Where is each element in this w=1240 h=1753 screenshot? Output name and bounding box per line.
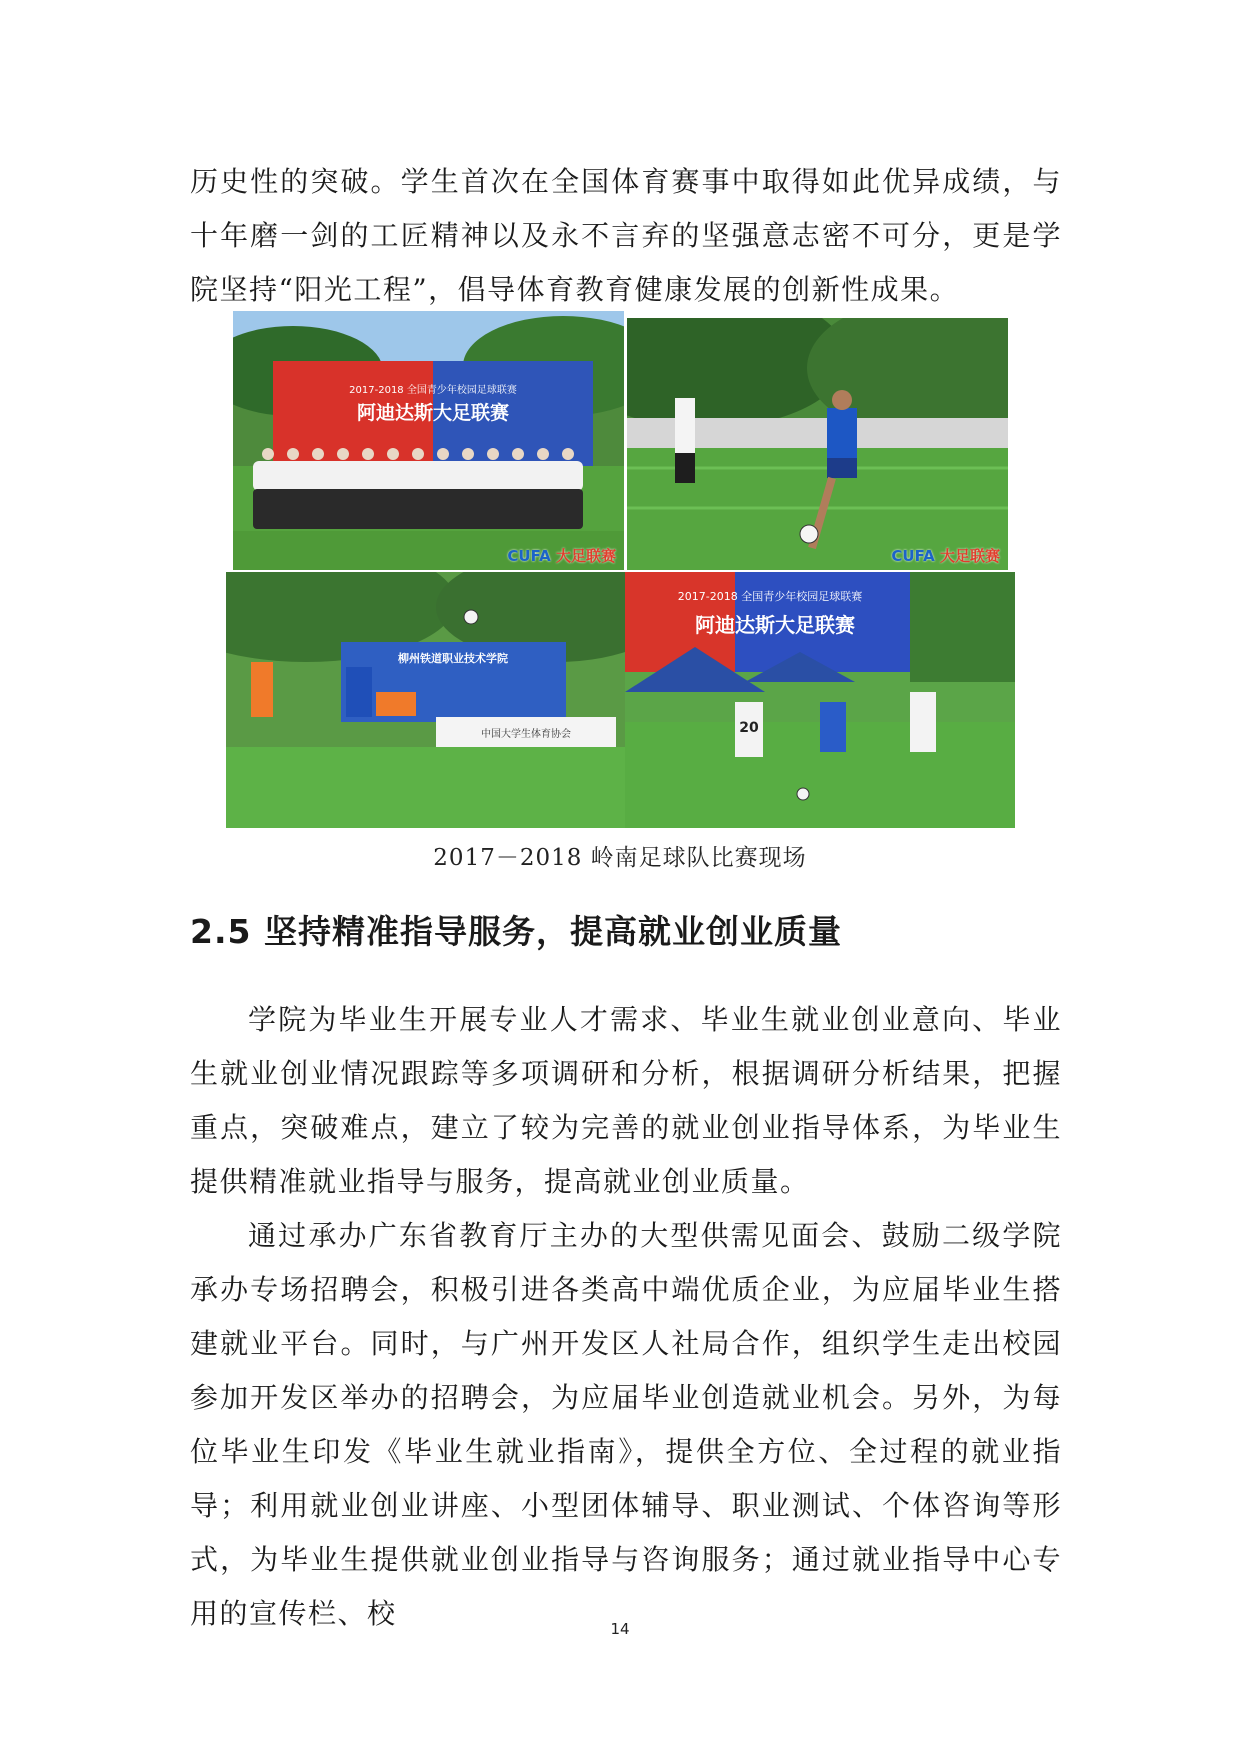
banner-line1: 2017-2018 全国青少年校园足球联赛 <box>677 590 863 603</box>
paragraph-2: 学院为毕业生开展专业人才需求、毕业生就业创业意向、毕业生就业创业情况跟踪等多项调研和分析，根据调研分析结果，把握重点，突破难点，建立了较为完善的就业创业指导体系，为毕业生提供精准就业指导与服务，提高就业创业质量。 <box>190 1003 1062 1198</box>
figure-caption: 2017－2018 岭南足球队比赛现场 <box>433 845 807 871</box>
paragraph-continuation: 历史性的突破。学生首次在全国体育赛事中取得如此优异成绩，与十年磨一剑的工匠精神以及永不言弃的坚强意志密不可分，更是学院坚持“阳光工程”，倡导体育教育健康发展的创新性成果。 <box>190 165 1062 306</box>
page-number: 14 <box>610 1620 630 1638</box>
paragraph-3: 通过承办广东省教育厅主办的大型供需见面会、鼓励二级学院承办专场招聘会，积极引进各类高中端优质企业，为应届毕业生搭建就业平台。同时，与广州开发区人社局合作，组织学生走出校园参加开发区举办的招聘会，为应届毕业创造就业机会。另外，为每位毕业生印发《毕业生就业指南》，提供全方位、全过程的就业指导；利用就业创业讲座、小型团体辅导、职业测试、个体咨询等形式，为毕业生提供就业创业指导与咨询服务；通过就业指导中心专用的宣传栏、校 <box>190 1219 1062 1630</box>
player-kicking-photo <box>627 318 1008 570</box>
section-heading: 2.5 坚持精准指导服务，提高就业创业质量 <box>190 912 842 951</box>
match-action-photo <box>226 572 625 828</box>
cufa-watermark: CUFA 大足联赛 <box>507 547 616 565</box>
banner-assoc: 中国大学生体育协会 <box>481 729 571 740</box>
banner-main: 阿迪达斯大足联赛 <box>695 613 855 637</box>
team-group-photo <box>233 311 624 570</box>
cufa-watermark: CUFA 大足联赛 <box>891 547 1000 565</box>
banner-main: 阿迪达斯大足联赛 <box>356 402 510 424</box>
jersey-number: 20 <box>739 720 759 736</box>
banner-line1: 2017-2018 全国青少年校园足球联赛 <box>349 385 517 396</box>
banner-school: 柳州铁道职业技术学院 <box>398 652 508 665</box>
match-action-photo-2 <box>625 572 1015 828</box>
